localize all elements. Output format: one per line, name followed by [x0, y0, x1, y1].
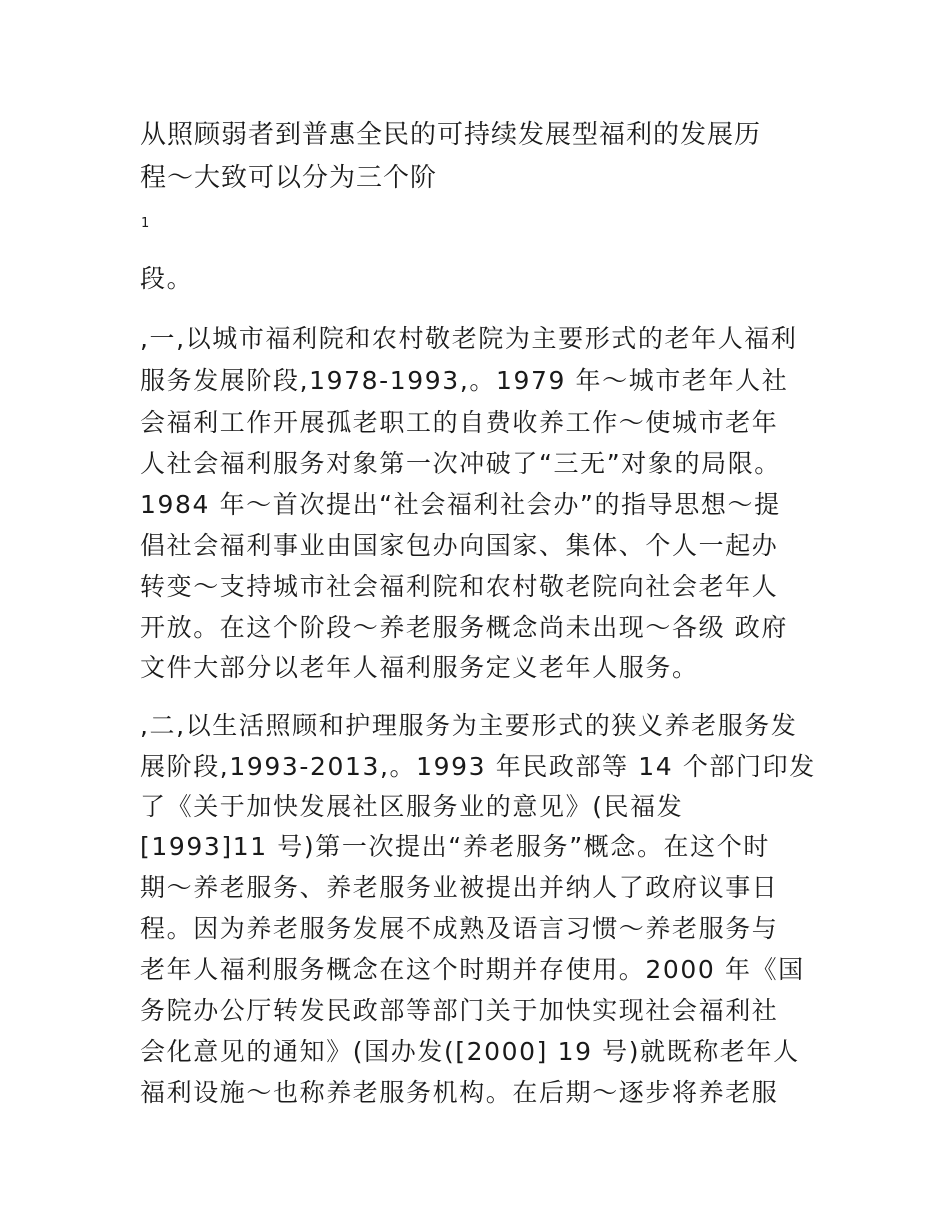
paragraph-line: 福利设施～也称养老服务机构。在后期～逐步将养老服 — [140, 1078, 779, 1107]
paragraph-line: 老年人福利服务概念在这个时期并存使用。2000 年《国 — [140, 955, 805, 984]
paragraph-line: 转变～支持城市社会福利院和农村敬老院向社会老年人 — [140, 572, 779, 601]
paragraph-line: [1993]11 号)第一次提出“养老服务”概念。在这个时 — [140, 832, 770, 861]
title-line-2: 程～大致可以分为三个阶 — [140, 163, 438, 193]
paragraph-line: 服务发展阶段,1978-1993,。1979 年～城市老年人社 — [140, 366, 789, 395]
title-line-1: 从照顾弱者到普惠全民的可持续发展型福利的发展历 — [140, 120, 762, 150]
paragraph-line: 会化意见的通知》(国办发([2000] 19 号)就既称老年人 — [140, 1037, 800, 1066]
paragraph-line: 务院办公厅转发民政部等部门关于加快实现社会福利社 — [140, 996, 779, 1025]
footnote-marker: 1 — [141, 216, 150, 231]
paragraph-line: 倡社会福利事业由国家包办向国家、集体、个人一起办 — [140, 531, 779, 560]
paragraph-line: 会福利工作开展孤老职工的自费收养工作～使城市老年 — [140, 408, 779, 437]
paragraph-line: 程。因为养老服务发展不成熟及语言习惯～养老服务与 — [140, 914, 779, 943]
paragraph-line: 了《关于加快发展社区服务业的意见》(民福发 — [140, 792, 684, 821]
paragraph-line: 展阶段,1993-2013,。1993 年民政部等 14 个部门印发 — [140, 752, 816, 781]
paragraph-line: 文件大部分以老年人福利服务定义老年人服务。 — [140, 653, 699, 682]
paragraph-line: 1984 年～首次提出“社会福利社会办”的指导思想～提 — [140, 490, 781, 519]
paragraph-line: 期～养老服务、养老服务业被提出并纳人了政府议事日 — [140, 873, 779, 902]
continuation-text: 段。 — [140, 264, 194, 293]
paragraph-line: 人社会福利服务对象第一次冲破了“三无”对象的局限。 — [140, 449, 781, 478]
paragraph-line: ,二,以生活照顾和护理服务为主要形式的狭义养老服务发 — [140, 711, 798, 740]
paragraph-line: 开放。在这个阶段～养老服务概念尚未出现～各级 政府 — [140, 613, 788, 642]
paragraph-line: ,一,以城市福利院和农村敬老院为主要形式的老年人福利 — [140, 324, 798, 353]
